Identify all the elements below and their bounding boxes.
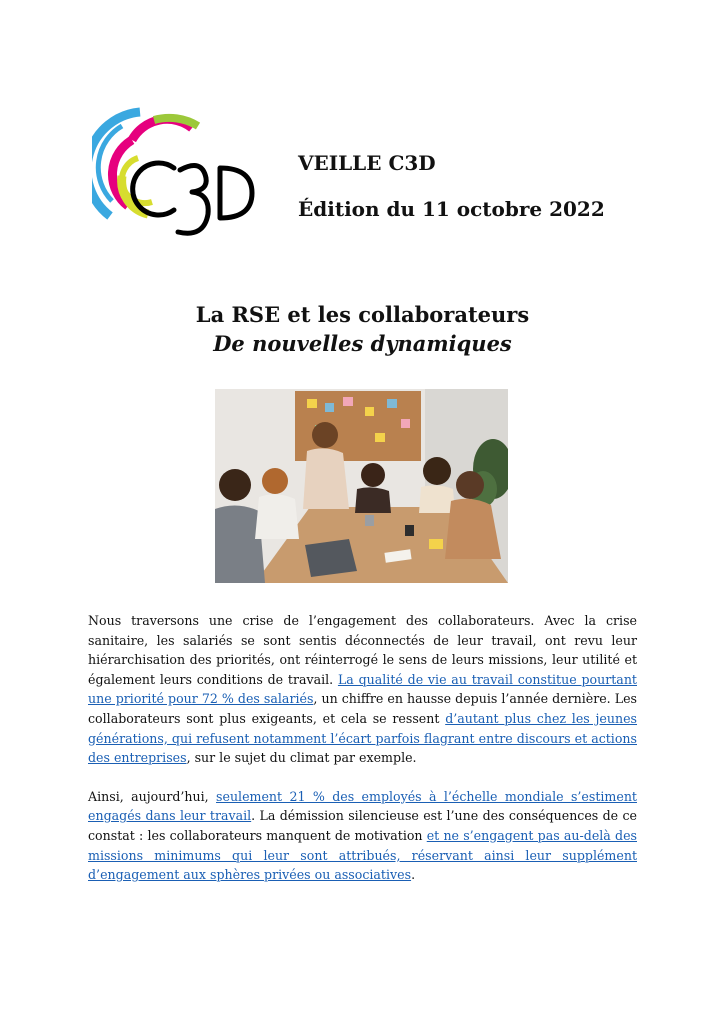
article-title: La RSE et les collaborateurs: [195, 302, 530, 327]
header: [298, 150, 605, 242]
edition-date: Édition du 11 octobre 2022: [298, 197, 605, 221]
logo-arc-green: [154, 118, 198, 126]
logo-letter-c: [133, 163, 174, 215]
article-body: [88, 611, 637, 904]
link-missions-minimums[interactable]: et ne s’engagent pas au-delà des missions minimums qui leur sont attribués, réservant ainsi leur supplément d’engagement aux sphères privées ou associatives: [88, 827, 637, 883]
article-heading: [0, 300, 725, 358]
paragraph-engagement-crisis: Nous traversons une crise de l’engagement des collaborateurs. Avec la crise sanitaire, les salariés se sont sentis déconnectés de leur travail, ont revu leur hiérarchisation des priorités, ont réinterrogé le sens de leurs missions, leur utilité et également leurs conditions de travail. La qualité de vie au travail constitue pourtant une priorité pour 72 % des salariés, un chiffre en hausse depuis l’année dernière. Les collaborateurs sont plus exigeants, et cela se ressent d’autant plus chez les jeunes générations, qui refusent notamment l’écart parfois flagrant entre discours et actions des entreprises, sur le sujet du climat par exemple.: [88, 613, 638, 766]
link-qualite-vie-travail[interactable]: La qualité de vie au travail constitue pourtant une priorité pour 72 % des salariés: [88, 671, 637, 707]
meeting-photo-illustration: [215, 389, 508, 583]
meeting-photo: [215, 389, 508, 583]
c3d-logo-graphic: [92, 106, 258, 246]
link-jeunes-generations[interactable]: d’autant plus chez les jeunes générations, qui refusent notamment l’écart parfois flagrant entre discours et actions des entreprises: [88, 710, 638, 766]
laptop: [305, 539, 357, 577]
logo-letter-3: [178, 166, 208, 234]
paragraph-quiet-quitting: Ainsi, aujourd’hui, seulement 21 % des employés à l’échelle mondiale s’estiment engagés dans leur travail. La démission silencieuse est l’une des conséquences de ce constat : les collaborateurs manquent de motivation et ne s’engagent pas au-delà des missions minimums qui leur sont attribués, réservant ainsi leur supplément d’engagement aux sphères privées ou associatives.: [88, 788, 637, 883]
c3d-logo: [92, 106, 258, 246]
logo-letter-d: [220, 168, 252, 218]
article-subtitle: De nouvelles dynamiques: [213, 331, 512, 356]
newsletter-name: VEILLE C3D: [298, 151, 436, 175]
link-21-pourcent-employes[interactable]: seulement 21 % des employés à l’échelle mondiale s’estiment engagés dans leur travail: [88, 788, 637, 824]
